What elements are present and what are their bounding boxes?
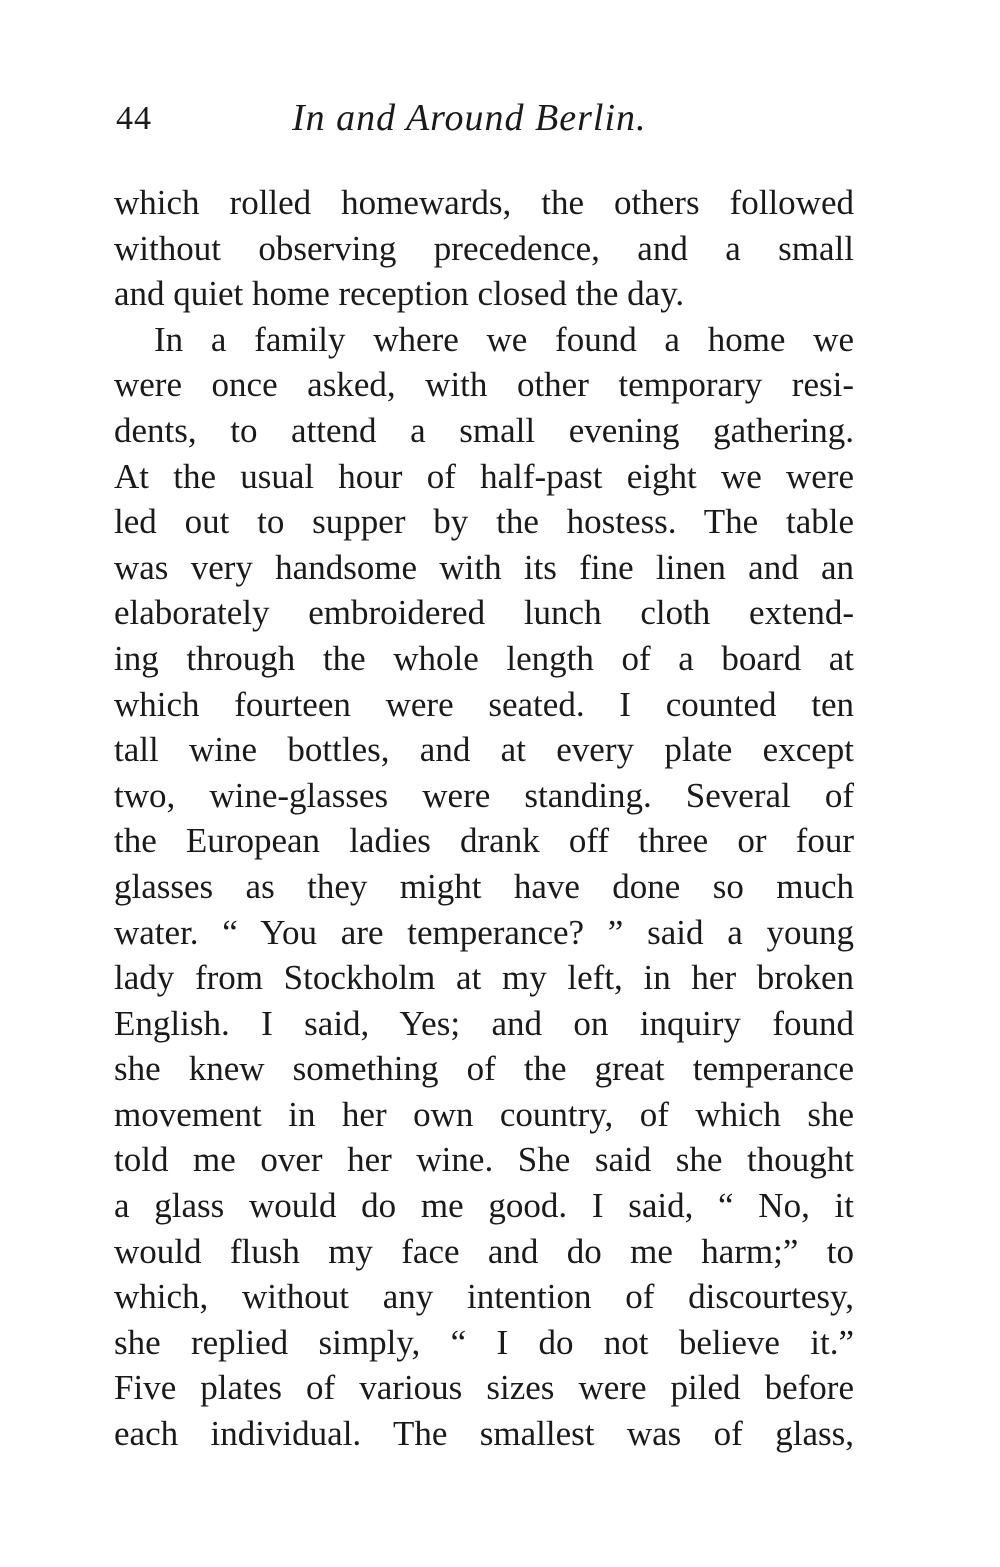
text-line: was very handsome with its fine linen and an bbox=[114, 547, 854, 587]
text-line: the European ladies drank off three or four bbox=[114, 821, 854, 861]
text-line: which fourteen were seated. I counted ten bbox=[114, 684, 854, 724]
text-line: two, wine-glasses were standing. Several of bbox=[114, 775, 854, 815]
text-line: tall wine bottles, and at every plate except bbox=[114, 730, 854, 770]
text-line: without observing precedence, and a small bbox=[114, 228, 854, 268]
text-line: each individual. The smallest was of glass, bbox=[114, 1414, 854, 1454]
text-line: movement in her own country, of which she bbox=[114, 1094, 854, 1134]
text-line: English. I said, Yes; and on inquiry found bbox=[114, 1003, 854, 1043]
running-title: In and Around Berlin. bbox=[292, 97, 647, 139]
running-head bbox=[112, 96, 872, 148]
text-line: elaborately embroidered lunch cloth extend- bbox=[114, 593, 854, 633]
text-line: water. “ You are temperance? ” said a young bbox=[114, 912, 854, 952]
text-line: would flush my face and do me harm;” to bbox=[114, 1231, 854, 1271]
text-line: which rolled homewards, the others followed bbox=[114, 183, 854, 222]
text-line: led out to supper by the hostess. The table bbox=[114, 502, 854, 542]
text-line: which, without any intention of discourtesy, bbox=[114, 1277, 854, 1317]
text-line: ing through the whole length of a board at bbox=[114, 638, 854, 678]
text-line: glasses as they might have done so much bbox=[114, 866, 854, 906]
text-line: told me over her wine. She said she thought bbox=[114, 1140, 854, 1180]
page-number: 44 bbox=[116, 100, 152, 137]
text-line: she replied simply, “ I do not believe it.” bbox=[114, 1322, 854, 1362]
text-line: a glass would do me good. I said, “ No, it bbox=[114, 1186, 854, 1226]
text-line: Five plates of various sizes were piled before bbox=[114, 1368, 854, 1408]
text-line: lady from Stockholm at my left, in her broken bbox=[114, 958, 854, 998]
body-text bbox=[114, 180, 854, 1457]
text-line: At the usual hour of half-past eight we were bbox=[114, 456, 854, 496]
text-line: were once asked, with other temporary resi- bbox=[114, 365, 854, 405]
text-line: dents, to attend a small evening gathering. bbox=[114, 410, 854, 450]
text-line: and quiet home reception closed the day. bbox=[114, 274, 685, 314]
paragraph-start-line: In a family where we found a home we bbox=[154, 319, 854, 359]
text-line: she knew something of the great temperance bbox=[114, 1049, 854, 1089]
